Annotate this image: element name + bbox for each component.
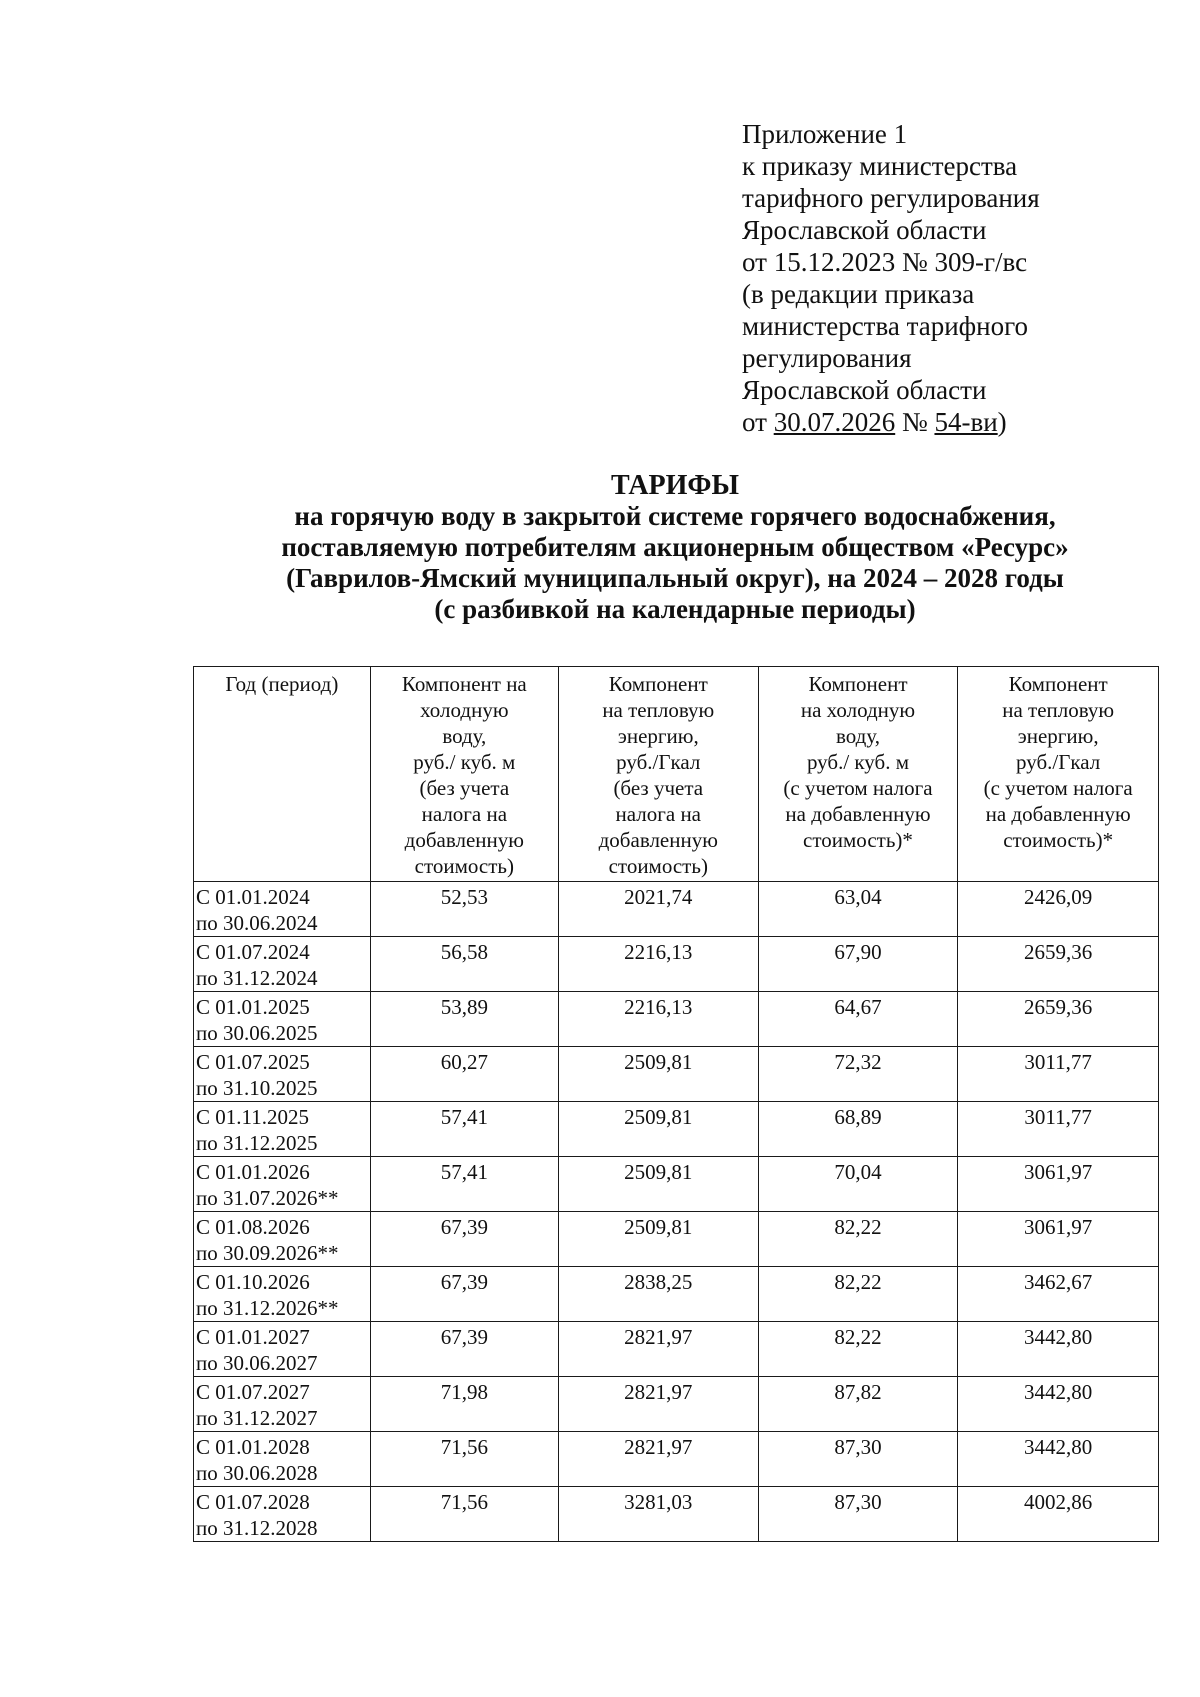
appendix-line: регулирования bbox=[742, 343, 912, 373]
cell-heat-vat: 3061,97 bbox=[958, 1157, 1159, 1212]
cell-cold-vat: 82,22 bbox=[758, 1212, 958, 1267]
table-row bbox=[194, 1212, 1159, 1267]
period-to: по 31.12.2024 bbox=[196, 966, 318, 990]
cell-period bbox=[194, 1322, 371, 1377]
document-title bbox=[190, 470, 1160, 625]
cell-heat-vat: 2659,36 bbox=[958, 937, 1159, 992]
cell-cold-vat: 63,04 bbox=[758, 882, 958, 937]
appendix-line: к приказу министерства bbox=[742, 151, 1018, 181]
cell-cold-no-vat: 71,98 bbox=[370, 1377, 558, 1432]
cell-period bbox=[194, 1047, 371, 1102]
cell-cold-vat: 70,04 bbox=[758, 1157, 958, 1212]
cell-heat-no-vat: 2821,97 bbox=[558, 1377, 758, 1432]
period-to: по 31.07.2026** bbox=[196, 1186, 339, 1210]
cell-period bbox=[194, 1267, 371, 1322]
cell-cold-vat: 67,90 bbox=[758, 937, 958, 992]
period-from: С 01.01.2025 bbox=[196, 995, 310, 1019]
amendment-order-line bbox=[742, 406, 1182, 438]
period-from: С 01.11.2025 bbox=[196, 1105, 309, 1129]
period-from: С 01.07.2024 bbox=[196, 940, 310, 964]
period-from: С 01.01.2024 bbox=[196, 885, 310, 909]
cell-period bbox=[194, 1212, 371, 1267]
period-to: по 30.06.2024 bbox=[196, 911, 318, 935]
table-body bbox=[194, 882, 1159, 1542]
header-heat-vat: Компонент на тепловую энергию, руб./Гкал (с учетом налога на добавленную стоимость)* bbox=[958, 667, 1159, 882]
cell-period bbox=[194, 1432, 371, 1487]
appendix-line: Ярославской области bbox=[742, 215, 987, 245]
cell-heat-vat: 3462,67 bbox=[958, 1267, 1159, 1322]
period-to: по 31.12.2028 bbox=[196, 1516, 318, 1540]
cell-heat-no-vat: 2838,25 bbox=[558, 1267, 758, 1322]
cell-period bbox=[194, 992, 371, 1047]
cell-period bbox=[194, 1102, 371, 1157]
cell-heat-no-vat: 2509,81 bbox=[558, 1212, 758, 1267]
cell-heat-vat: 3442,80 bbox=[958, 1322, 1159, 1377]
cell-cold-no-vat: 67,39 bbox=[370, 1212, 558, 1267]
period-from: С 01.01.2028 bbox=[196, 1435, 310, 1459]
period-from: С 01.01.2027 bbox=[196, 1325, 310, 1349]
table-row bbox=[194, 1157, 1159, 1212]
appendix-line: министерства тарифного bbox=[742, 311, 1029, 341]
table-row bbox=[194, 1487, 1159, 1542]
table-row bbox=[194, 1267, 1159, 1322]
cell-heat-no-vat: 2509,81 bbox=[558, 1157, 758, 1212]
cell-cold-no-vat: 56,58 bbox=[370, 937, 558, 992]
cell-heat-no-vat: 2821,97 bbox=[558, 1432, 758, 1487]
amendment-number-sign: № bbox=[895, 407, 935, 437]
appendix-header bbox=[742, 118, 1182, 438]
period-to: по 30.09.2026** bbox=[196, 1241, 339, 1265]
appendix-line: от 15.12.2023 № 309-г/вс bbox=[742, 247, 1028, 277]
cell-heat-no-vat: 2821,97 bbox=[558, 1322, 758, 1377]
table-row bbox=[194, 1102, 1159, 1157]
cell-heat-vat: 3061,97 bbox=[958, 1212, 1159, 1267]
cell-cold-vat: 72,32 bbox=[758, 1047, 958, 1102]
appendix-line: (в редакции приказа bbox=[742, 279, 975, 309]
period-to: по 30.06.2028 bbox=[196, 1461, 318, 1485]
cell-cold-vat: 68,89 bbox=[758, 1102, 958, 1157]
cell-heat-vat: 2426,09 bbox=[958, 882, 1159, 937]
title-main: ТАРИФЫ bbox=[611, 470, 739, 501]
cell-cold-vat: 87,82 bbox=[758, 1377, 958, 1432]
cell-heat-no-vat: 2021,74 bbox=[558, 882, 758, 937]
title-line: поставляемую потребителям акционерным обществом «Ресурс» bbox=[281, 532, 1069, 562]
cell-period bbox=[194, 937, 371, 992]
amendment-number: 54-ви bbox=[934, 407, 998, 437]
cell-cold-vat: 87,30 bbox=[758, 1487, 958, 1542]
tariffs-table bbox=[193, 666, 1159, 1542]
cell-period bbox=[194, 1487, 371, 1542]
cell-heat-no-vat: 2216,13 bbox=[558, 992, 758, 1047]
appendix-line: тарифного регулирования bbox=[742, 183, 1040, 213]
table-row bbox=[194, 937, 1159, 992]
period-from: С 01.08.2026 bbox=[196, 1215, 310, 1239]
period-to: по 31.12.2026** bbox=[196, 1296, 339, 1320]
period-from: С 01.07.2027 bbox=[196, 1380, 310, 1404]
period-to: по 31.10.2025 bbox=[196, 1076, 318, 1100]
period-from: С 01.10.2026 bbox=[196, 1270, 310, 1294]
cell-heat-vat: 3442,80 bbox=[958, 1377, 1159, 1432]
title-line: на горячую воду в закрытой системе горячего водоснабжения, bbox=[294, 501, 1056, 531]
table-row bbox=[194, 1322, 1159, 1377]
title-line: (Гаврилов-Ямский муниципальный округ), на 2024 – 2028 годы bbox=[286, 563, 1064, 593]
cell-heat-vat: 2659,36 bbox=[958, 992, 1159, 1047]
amendment-suffix: ) bbox=[997, 407, 1007, 437]
cell-cold-no-vat: 57,41 bbox=[370, 1102, 558, 1157]
amendment-prefix: от bbox=[742, 407, 774, 437]
cell-heat-vat: 3011,77 bbox=[958, 1047, 1159, 1102]
appendix-line: Ярославской области bbox=[742, 375, 987, 405]
cell-heat-no-vat: 3281,03 bbox=[558, 1487, 758, 1542]
cell-period bbox=[194, 1157, 371, 1212]
period-to: по 31.12.2027 bbox=[196, 1406, 318, 1430]
period-from: С 01.07.2028 bbox=[196, 1490, 310, 1514]
cell-heat-vat: 4002,86 bbox=[958, 1487, 1159, 1542]
cell-cold-no-vat: 52,53 bbox=[370, 882, 558, 937]
period-from: С 01.07.2025 bbox=[196, 1050, 310, 1074]
title-line: (с разбивкой на календарные периоды) bbox=[434, 594, 916, 624]
cell-heat-no-vat: 2216,13 bbox=[558, 937, 758, 992]
header-cold-no-vat: Компонент на холодную воду, руб./ куб. м (без учета налога на добавленную стоимость) bbox=[370, 667, 558, 882]
period-to: по 31.12.2025 bbox=[196, 1131, 318, 1155]
table-row bbox=[194, 1047, 1159, 1102]
appendix-line: Приложение 1 bbox=[742, 119, 908, 149]
cell-period bbox=[194, 882, 371, 937]
cell-cold-no-vat: 71,56 bbox=[370, 1432, 558, 1487]
header-period: Год (период) bbox=[194, 667, 371, 882]
cell-cold-vat: 87,30 bbox=[758, 1432, 958, 1487]
header-cold-vat: Компонент на холодную воду, руб./ куб. м (с учетом налога на добавленную стоимость)* bbox=[758, 667, 958, 882]
cell-cold-vat: 82,22 bbox=[758, 1322, 958, 1377]
cell-cold-no-vat: 57,41 bbox=[370, 1157, 558, 1212]
period-to: по 30.06.2025 bbox=[196, 1021, 318, 1045]
cell-cold-no-vat: 60,27 bbox=[370, 1047, 558, 1102]
cell-cold-no-vat: 53,89 bbox=[370, 992, 558, 1047]
period-from: С 01.01.2026 bbox=[196, 1160, 310, 1184]
cell-cold-no-vat: 67,39 bbox=[370, 1322, 558, 1377]
table-row bbox=[194, 1432, 1159, 1487]
cell-cold-vat: 82,22 bbox=[758, 1267, 958, 1322]
cell-heat-no-vat: 2509,81 bbox=[558, 1047, 758, 1102]
cell-heat-no-vat: 2509,81 bbox=[558, 1102, 758, 1157]
cell-heat-vat: 3442,80 bbox=[958, 1432, 1159, 1487]
cell-cold-vat: 64,67 bbox=[758, 992, 958, 1047]
cell-heat-vat: 3011,77 bbox=[958, 1102, 1159, 1157]
table-row bbox=[194, 992, 1159, 1047]
period-to: по 30.06.2027 bbox=[196, 1351, 318, 1375]
cell-cold-no-vat: 67,39 bbox=[370, 1267, 558, 1322]
table-row bbox=[194, 882, 1159, 937]
table-row bbox=[194, 1377, 1159, 1432]
table-header-row bbox=[194, 667, 1159, 882]
cell-cold-no-vat: 71,56 bbox=[370, 1487, 558, 1542]
cell-period bbox=[194, 1377, 371, 1432]
amendment-date: 30.07.2026 bbox=[773, 407, 896, 437]
header-heat-no-vat: Компонент на тепловую энергию, руб./Гкал (без учета налога на добавленную стоимость) bbox=[558, 667, 758, 882]
